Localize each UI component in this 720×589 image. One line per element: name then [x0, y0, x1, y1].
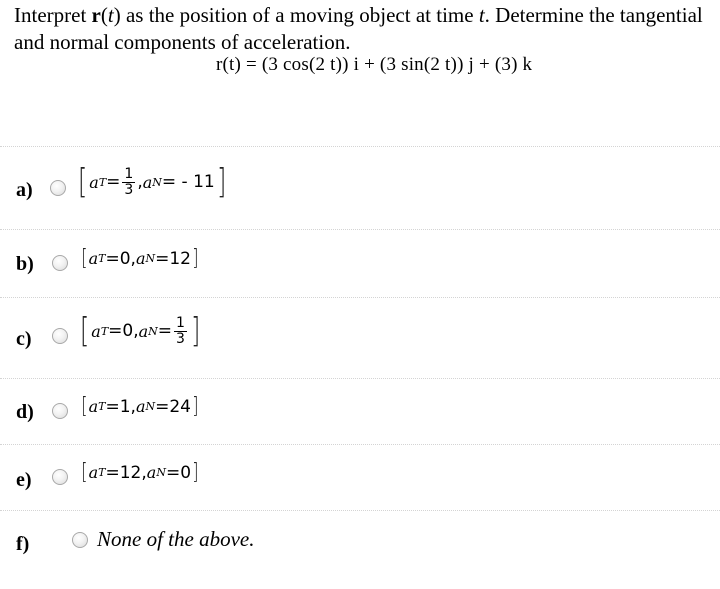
question-text — [14, 2, 714, 56]
question-part: ) as the position of a moving object at time — [113, 3, 479, 27]
divider — [0, 510, 720, 511]
tangential-symbol: a — [88, 249, 99, 268]
radio-button-a[interactable] — [50, 180, 66, 196]
bracket-close: ] — [190, 311, 201, 351]
radio-button-d[interactable] — [52, 403, 68, 419]
tangential-subscript: T — [98, 252, 106, 265]
normal-symbol: a — [135, 249, 146, 268]
divider — [0, 229, 720, 230]
divider — [0, 146, 720, 147]
tangential-value: =0 — [105, 248, 131, 269]
tangential-subscript: T — [98, 466, 106, 479]
normal-value: =0 — [165, 462, 192, 483]
divider — [0, 444, 720, 445]
normal-subscript: N — [145, 400, 156, 413]
bracket-open: [ — [81, 394, 88, 419]
choice-letter: e) — [16, 469, 32, 491]
comma: , — [130, 396, 136, 417]
radio-button-e[interactable] — [52, 469, 68, 485]
tangential-value: =12 — [105, 462, 142, 483]
tangential-symbol: a — [88, 397, 99, 416]
position-formula: r(t) = (3 cos(2 t)) i + (3 sin(2 t)) j + (3) k — [216, 54, 533, 75]
fraction — [122, 167, 135, 198]
normal-value: =24 — [155, 396, 192, 417]
fraction-numerator: 1 — [124, 165, 134, 182]
question-part: ( — [100, 3, 108, 27]
tangential-symbol: a — [89, 172, 99, 192]
fraction-denominator: 3 — [124, 181, 134, 198]
tangential-subscript: T — [98, 400, 106, 413]
none-of-the-above-label[interactable]: None of the above. — [97, 527, 255, 551]
normal-value: =12 — [155, 248, 192, 269]
normal-subscript: N — [152, 175, 162, 189]
choice-letter: b) — [16, 253, 34, 275]
choice-letter: f) — [16, 533, 30, 555]
fraction-denominator: 3 — [176, 330, 185, 347]
radio-button-b[interactable] — [52, 255, 68, 271]
tangential-symbol: a — [91, 321, 101, 341]
comma: , — [137, 172, 143, 192]
tangential-symbol: a — [88, 463, 99, 482]
normal-value: = - 11 — [161, 172, 215, 192]
answer-b[interactable] — [80, 246, 200, 271]
tangential-subscript: T — [100, 324, 109, 338]
answer-e[interactable] — [80, 460, 200, 485]
time-variable: t — [107, 3, 114, 27]
tangential-value: =0 — [108, 321, 134, 341]
divider — [0, 378, 720, 379]
normal-subscript: N — [148, 324, 158, 338]
normal-symbol: a — [138, 321, 149, 341]
comma: , — [133, 321, 139, 341]
question-part: Interpret — [14, 3, 92, 27]
answer-c[interactable] — [78, 311, 202, 351]
question-part: . Determine the tangential and normal components of acceleration. — [14, 3, 703, 54]
position-vector-symbol: r — [91, 3, 101, 27]
tangential-subscript: T — [98, 175, 107, 189]
normal-symbol: a — [146, 463, 157, 482]
fraction-numerator: 1 — [176, 314, 185, 331]
answer-d[interactable] — [80, 394, 200, 419]
comma: , — [130, 248, 136, 269]
equals-sign: = — [157, 321, 173, 341]
normal-symbol: a — [135, 397, 146, 416]
fraction — [174, 316, 187, 347]
radio-button-f[interactable] — [72, 532, 88, 548]
choice-letter: c) — [16, 328, 32, 350]
bracket-close: ] — [192, 246, 199, 271]
normal-subscript: N — [145, 252, 156, 265]
normal-subscript: N — [156, 466, 166, 479]
divider — [0, 297, 720, 298]
bracket-open: [ — [81, 460, 88, 485]
equals-sign: = — [106, 172, 121, 192]
bracket-open: [ — [77, 162, 88, 202]
time-variable: t — [478, 3, 485, 27]
bracket-close: ] — [192, 460, 199, 485]
radio-button-c[interactable] — [52, 328, 68, 344]
tangential-value: =1 — [105, 396, 131, 417]
choice-letter: d) — [16, 401, 34, 423]
comma: , — [141, 462, 147, 483]
bracket-close: ] — [216, 162, 227, 202]
bracket-open: [ — [79, 311, 90, 351]
answer-a[interactable] — [76, 162, 228, 202]
choice-letter: a) — [16, 179, 33, 201]
normal-symbol: a — [142, 172, 153, 192]
bracket-open: [ — [81, 246, 88, 271]
bracket-close: ] — [192, 394, 199, 419]
